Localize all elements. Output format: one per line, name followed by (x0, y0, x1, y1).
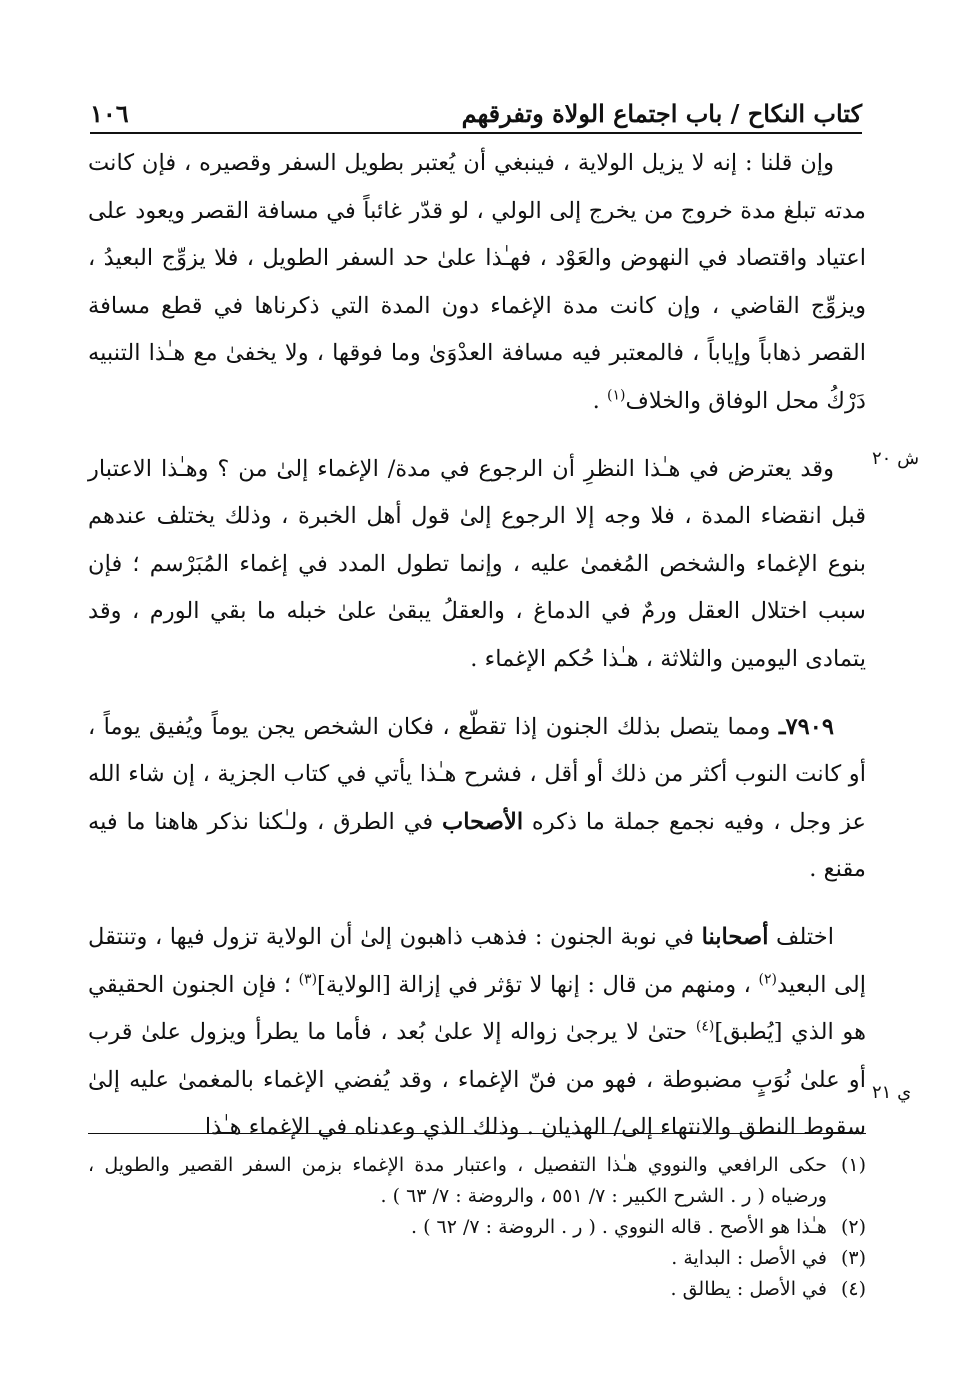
footnote-ref-4: (٤) (695, 1018, 715, 1035)
footnote-number: (٣) (840, 1247, 866, 1269)
margin-note-manuscript-y: ي ٢١ (872, 1082, 912, 1103)
footnote-number: (٢) (840, 1216, 866, 1238)
paragraph-4 (88, 914, 866, 1152)
paragraph-4-bold: أصحابنا (701, 923, 769, 950)
footnote-number: (١) (840, 1154, 866, 1176)
footnote-number: (٤) (840, 1278, 866, 1300)
paragraph-3-text-b: في الطرق ، ولـٰكنا نذكر هاهنا ما فيه مقنع . (88, 808, 866, 883)
page-number: ١٠٦ (90, 99, 129, 128)
page-header (90, 92, 862, 134)
footnote-text: هـٰذا هو الأصح . قاله النووي . ( ر . الروضة : ٧/ ٦٢ ) . (410, 1216, 827, 1238)
paragraph-4-text-d: ؛ فإن الجنون الحقيقي هو الذي [يُطبق] (88, 971, 866, 1046)
footnote-ref-3: (٣) (298, 970, 318, 987)
paragraph-2 (88, 446, 866, 684)
paragraph-1-end: . (592, 387, 607, 414)
paragraph-4-text-c: ، ومنهم من قال : إنها لا تؤثر في إزالة [الولاية] (317, 971, 759, 998)
paragraph-3 (88, 704, 866, 894)
footnote-ref-1: (١) (606, 387, 626, 404)
paragraph-4-text-e: حتىٰ لا يرجىٰ زواله إلا علىٰ بُعد ، فأما ما يطرأ ويزول علىٰ قرب أو علىٰ نُوَبٍ مضبوطة ، فهو من فنّ الإغماء ، وقد يُفضي الإغماء بالمغمىٰ عليه إلىٰ سقوط النطق والانتهاء إلى/ الهذيان . وذلك الذي وعدناه في الإغماء هـٰذا (88, 1019, 866, 1141)
paragraph-4-text-b: في نوبة الجنون : فذهب ذاهبون إلىٰ أن الولاية تزول فيها ، وتنتقل إلى البعيد (88, 923, 866, 998)
footnote-text: في الأصل : البداية . (671, 1247, 827, 1269)
footnote-3 (88, 1243, 866, 1274)
footnote-1 (88, 1150, 866, 1212)
paragraph-2-text: وقد يعترض في هـٰذا النظرِ أن الرجوع في مدة/ الإغماء إلىٰ من ؟ وهـٰذا الاعتبار قبل انقضاء المدة ، فلا وجه إلا الرجوع إلىٰ قول أهل الخبرة ، وذلك يختلف عندهم بنوع الإغماء والشخص المُغمىٰ عليه ، وإنما تطول المدد في إغماء المُبَرْسم ؛ فإن سبب اختلال العقل ورمٌ في الدماغ ، والعقلُ يبقىٰ علىٰ خبله ما بقي الورم ، وقد يتمادى اليومين والثلاثة ، هـٰذا حُكم الإغماء . (88, 455, 866, 672)
footnote-text: حكى الرافعي والنووي هـٰذا التفصيل ، واعتبار مدة الإغماء بزمن السفر القصير والطويل ، ورضياه ( ر . الشرح الكبير : ٧/ ٥٥١ ، والروضة : ٧/ ٦٣ ) . (88, 1154, 827, 1207)
issue-number: ٧٩٠٩ـ (778, 713, 834, 740)
paragraph-1 (88, 140, 866, 426)
main-text (88, 140, 866, 1152)
margin-note-manuscript-sh: ش ٢٠ (872, 448, 920, 469)
footnote-text: في الأصل : يطالق . (670, 1278, 827, 1300)
footnote-2 (88, 1212, 866, 1243)
footnote-4 (88, 1274, 866, 1305)
paragraph-1-text: وإن قلنا : إنه لا يزيل الولاية ، فينبغي أن يُعتبر بطويل السفر وقصيره ، فإن كانت مدته تبلغ مدة خروج من يخرج إلى الولي ، لو قدّر غائباً في مسافة القصر ويعود على اعتياد واقتصاد في النهوض والعَوْد ، فهـٰذا علىٰ حد السفر الطويل ، فلا يزوِّج البعيدُ ، ويزوِّج القاضي ، وإن كانت مدة الإغماء دون المدة التي ذكرناها في قطع مسافة القصر ذهاباً وإياباً ، فالمعتبر فيه مسافة العدْوَىٰ وما فوقها ، ولا يخفىٰ مع هـٰذا التنبيه دَرْكُ محل الوفاق والخلاف (88, 150, 866, 414)
footnote-ref-2: (٢) (758, 970, 777, 987)
paragraph-3-text-a: ومما يتصل بذلك الجنون إذا تقطّع ، فكان الشخص يجن يوماً ويُفيق يوماً ، أو كانت النوب أكثر من ذلك أو أقل ، فشرح هـٰذا يأتي في كتاب الجزية ، إن شاء الله عز وجل ، وفيه نجمع جملة ما ذكره (88, 713, 866, 835)
paragraph-4-text-a: اختلف (768, 923, 834, 950)
running-title: كتاب النكاح / باب اجتماع الولاة وتفرقهم (461, 99, 862, 128)
footnotes (88, 1133, 866, 1305)
paragraph-3-bold: الأصحاب (442, 808, 524, 835)
